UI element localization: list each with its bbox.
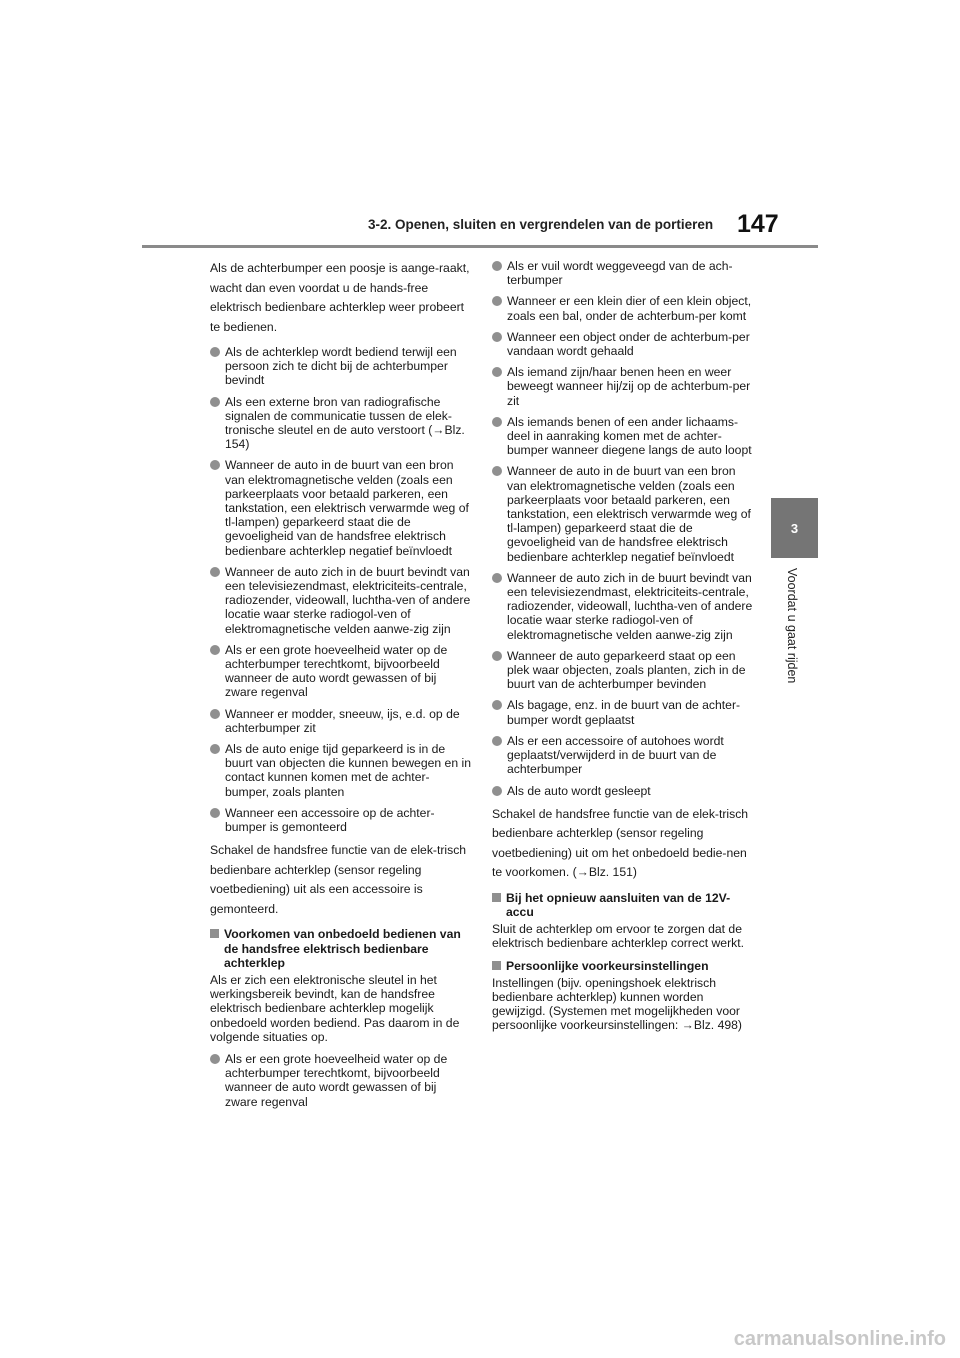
square-bullet-icon [492,961,501,970]
intro-paragraph: Als de achterbumper een poosje is aange-raakt, wacht dan even voordat u de hands-free elektrisch bedienbare achterklep weer probeert te bedienen. [210,261,470,334]
bullet-icon [492,736,502,746]
bullet-icon [210,347,220,357]
bullet-icon [210,709,220,719]
list-item: Als de auto enige tijd geparkeerd is in de buurt van objecten die kunnen bewegen en in contact kunnen komen met de achter-bumper, zoals planten [210,742,472,799]
section-heading: Voorkomen van onbedoeld bedienen van de handsfree elektrisch bedienbare achterklep [210,927,472,970]
bullet-icon [492,261,502,271]
list-item: Als er een grote hoeveelheid water op de achterbumper terechtkomt, bijvoorbeeld wanneer de auto wordt gewassen of bij zware regenval [210,1052,472,1109]
list-item: Als er een grote hoeveelheid water op de achterbumper terechtkomt, bijvoorbeeld wanneer de auto wordt gewassen of bij zware regenval [210,643,472,700]
bullet-icon [492,573,502,583]
paragraph: Sluit de achterklep om ervoor te zorgen dat de elektrisch bedienbare achterklep correct werkt. [492,922,744,951]
bullet-icon [492,367,502,377]
chapter-label: Voordat u gaat rijden [785,568,799,684]
bullet-icon [492,466,502,476]
prevention-note: Schakel de handsfree functie van de elek-trisch bedienbare achterklep (sensor regeling voetbediening) uit om het onbedoeld bedie-nen te voorkomen. (→Blz. 151) [492,806,749,880]
list-item: Wanneer er modder, sneeuw, ijs, e.d. op de achterbumper zit [210,707,472,735]
list-item: Wanneer de auto zich in de buurt bevindt van een televisiezendmast, elektriciteits-centrale, radiozender, videowall, luchtha-ven of andere locatie waar sterke radiogol-ven of elektromagnetische velden aanwe-zig zijn [492,571,754,642]
list-item: Als de auto wordt gesleept [492,784,754,798]
bullet-icon [210,567,220,577]
bullet-icon [210,744,220,754]
list-item: Als er een accessoire of autohoes wordt geplaatst/verwijderd in de buurt van de achterbumper [492,734,754,777]
right-column [492,259,754,1041]
list-item: Wanneer de auto in de buurt van een bron van elektromagnetische velden (zoals een parkeerplaats voor betaald parkeren, een tankstation, een elektrisch verwarmde weg of tl-lampen) geparkeerd staat die de gevoeligheid van de handsfree elektrisch bedienbare achterklep negatief beïnvloedt [210,458,472,557]
bullet-icon [492,700,502,710]
bullet-icon [492,786,502,796]
bullet-icon [210,1054,220,1064]
paragraph: Als er zich een elektronische sleutel in het werkingsbereik bevindt, kan de handsfree elektrisch bedienbare achterklep mogelijk onbedoeld worden bediend. Pas daarom in de volgende situaties op. [210,972,460,1044]
bullet-icon [492,296,502,306]
chapter-tab: 3 [771,498,818,558]
list-item: Wanneer een accessoire op de achter-bumper is gemonteerd [210,806,472,834]
bullet-icon [492,332,502,342]
square-bullet-icon [210,929,219,938]
list-item: Als iemands benen of een ander lichaams-deel in aanraking komen met de achter-bumper wanneer diegene langs de auto loopt [492,415,754,458]
paragraph: Instellingen (bijv. openingshoek elektrisch bedienbare achterklep) kunnen worden gewijzigd. (Systemen met mogelijkheden voor persoonlijke voorkeursinstellingen: →Blz. 498) [492,975,742,1033]
list-item: Als iemand zijn/haar benen heen en weer beweegt wanneer hij/zij op de achterbum-per zit [492,365,754,408]
left-column [210,259,472,1116]
section-header-title: 3-2. Openen, sluiten en vergrendelen van de portieren [368,217,714,232]
bullet-icon [492,417,502,427]
list-item: Als bagage, enz. in de buurt van de achter-bumper wordt geplaatst [492,698,754,726]
list-item: Als de achterklep wordt bediend terwijl een persoon zich te dicht bij de achterbumper bevindt [210,345,472,388]
list-item: Wanneer de auto geparkeerd staat op een plek waar objecten, zoals planten, zich in de buurt van de achterbumper bevinden [492,649,754,692]
bullet-icon [210,397,220,407]
list-item: Als een externe bron van radiografische signalen de communicatie tussen de elek-tronische sleutel en de auto verstoort (→Blz. 154) [210,395,472,452]
bullet-icon [210,645,220,655]
list-item: Wanneer er een klein dier of een klein object, zoals een bal, onder de achterbum-per komt [492,294,754,322]
list-item: Als er vuil wordt weggeveegd van de ach-terbumper [492,259,754,287]
list-item: Wanneer de auto zich in de buurt bevindt van een televisiezendmast, elektriciteits-centrale, radiozender, videowall, luchtha-ven of andere locatie waar sterke radiogol-ven of elektromagnetische velden aanwe-zig zijn [210,565,472,636]
section-heading: Persoonlijke voorkeursinstellingen [492,959,754,973]
list-item: Wanneer de auto in de buurt van een bron van elektromagnetische velden (zoals een parkeerplaats voor betaald parkeren, een tankstation, een elektrisch verwarmde weg of tl-lampen) geparkeerd staat die de gevoeligheid van de handsfree elektrisch bedienbare achterklep negatief beïnvloedt [492,464,754,563]
section-heading: Bij het opnieuw aansluiten van de 12V-accu [492,891,754,919]
bullet-icon [492,651,502,661]
list-item: Wanneer een object onder de achterbum-per vandaan wordt gehaald [492,330,754,358]
header-rule [142,245,818,248]
page-number: 147 [737,210,779,238]
bullet-icon [210,460,220,470]
square-bullet-icon [492,893,501,902]
bullet-icon [210,808,220,818]
accessory-note: Schakel de handsfree functie van de elek-trisch bedienbare achterklep (sensor regeling voetbediening) uit als een accessoire is gemonteerd. [210,843,467,916]
watermark: carmanualsonline.info [733,1328,946,1350]
